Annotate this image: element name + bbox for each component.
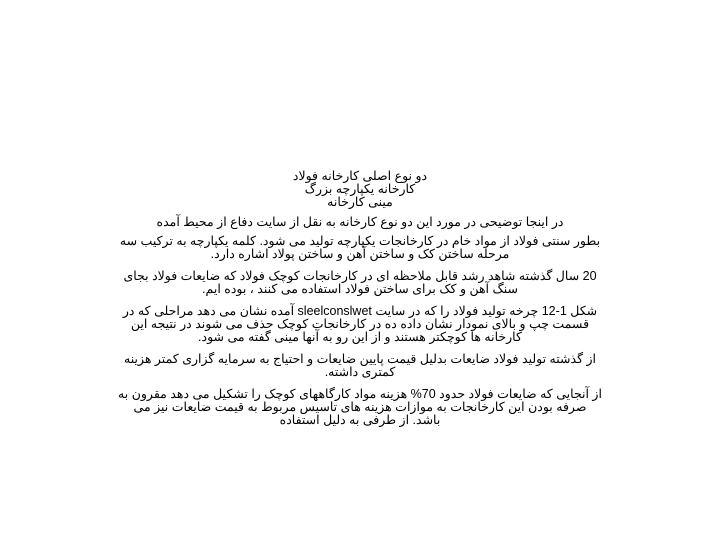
slide-text-body (118, 170, 602, 436)
paragraph-intro: در اینجا توضیحی در مورد این دو نوع کارخانه به نقل از سایت دفاع از محیط آمده (156, 215, 564, 229)
heading-line-main-types: دو نوع اصلی کارخانه فولاد (292, 169, 428, 183)
heading-line-integrated-plant: کارخانه یکپارچه بزرگ (304, 182, 416, 196)
paragraph-scrap-cost-history: از گذشته تولید فولاد ضایعات بدلیل قیمت پایین ضایعات و احتیاج به سرمایه گزاری کمتر هزینه کمتری داشته. (124, 352, 596, 379)
paragraph-integrated-description: بطور سنتی فولاد از مواد خام در کارخانجات یکپارچه تولید می شود. کلمه یکپارچه به ترکیب سه مرحله ساختن کک و ساختن آهن و ساختن پولاد اشاره دارد. (119, 234, 601, 261)
paragraph-scrap-cost-share: از آنجایی که ضایعات فولاد حدود 70% هزینه مواد کارگاههای کوچک را تشکیل می دهد مقرون به صرفه بودن این کارخانجات به موازات هزینه های تاسیس مربوط به قیمت ضایعات نیز می باشد. از طرفی به دلیل استفاده (118, 387, 602, 427)
heading-line-mini-mill: مینی کارخانه (327, 195, 393, 209)
paragraph-mini-mill-growth: 20 سال گذشته شاهد رشد قابل ملاحظه ای در کارخانجات کوچک فولاد که ضایعات فولاد بجای سنگ آهن و کک برای ساختن فولاد استفاده می کنند ، بوده ایم. (123, 269, 597, 296)
paragraph-figure-reference: شکل 1-12 چرخه تولید فولاد را که در سایت sleelconslwet آمده نشان می دهد مراحلی که در قسمت چپ و بالای نمودار نشان داده ده در کارخانجات کوچک حذف می شوند در نتیجه این کارخانه ها کوچکتر هستند و از این رو به آنها مینی گفته می شود. (122, 304, 598, 344)
